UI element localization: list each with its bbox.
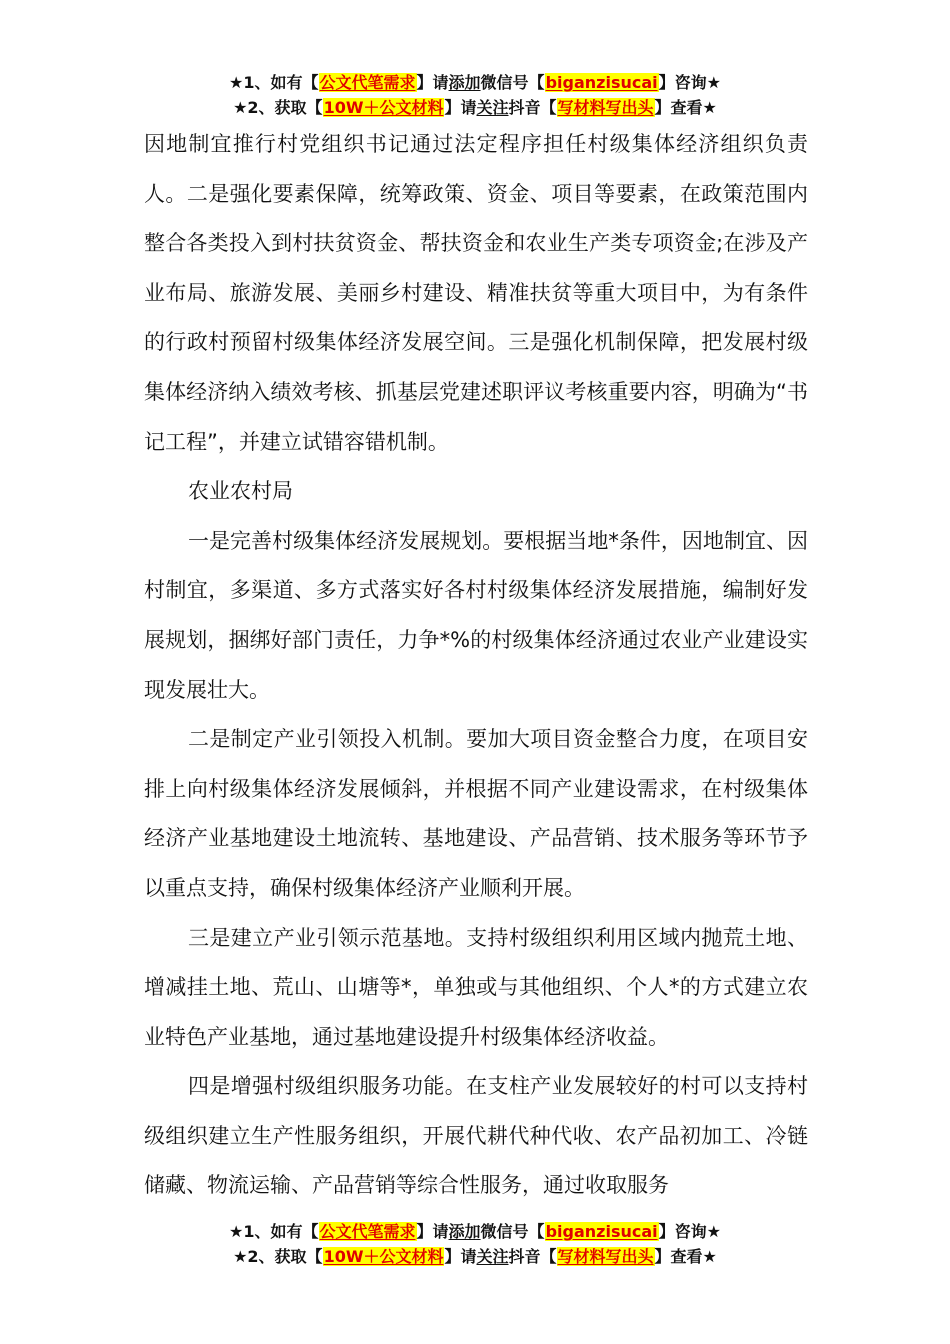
body-paragraph: 一是完善村级集体经济发展规划。要根据当地*条件，因地制宜、因村制宜，多渠道、多方式落实好各村村级集体经济发展措施，编制好发展规划，捆绑好部门责任，力争*%的村级集体经济通过农业产业建设实现发展壮大。: [144, 528, 808, 702]
header-promo-line-2: [0, 95, 950, 120]
document-body: [144, 120, 808, 1211]
promo-text: ★1、如有【: [229, 1222, 319, 1241]
promo-text: 微信号【: [480, 1222, 545, 1241]
promo-text: ★2、获取【: [233, 1247, 323, 1266]
footer-promo-banner: [0, 1219, 950, 1269]
promo-underlined-word: 关注: [476, 1247, 509, 1266]
promo-text: 】查看★: [654, 1247, 717, 1266]
promo-text: 抖音【: [508, 98, 557, 117]
promo-highlight-materials: 10W＋公文材料: [323, 1247, 444, 1266]
footer-promo-line-2: [0, 1244, 950, 1269]
promo-text: ★1、如有【: [229, 73, 319, 92]
promo-highlight-materials: 10W＋公文材料: [323, 98, 444, 117]
promo-highlight-service: 公文代笔需求: [319, 1222, 416, 1241]
footer-promo-line-1: [0, 1219, 950, 1244]
promo-text: 】请: [444, 1247, 477, 1266]
section-heading: 农业农村局: [188, 479, 293, 504]
promo-text: 】咨询★: [658, 1222, 721, 1241]
body-paragraph: 三是建立产业引领示范基地。支持村级组织利用区域内抛荒土地、增减挂土地、荒山、山塘等*，单独或与其他组织、个人*的方式建立农业特色产业基地，通过基地建设提升村级集体经济收益。: [144, 925, 808, 1049]
promo-text: 】请: [444, 98, 477, 117]
promo-highlight-douyin-account: 写材料写出头: [557, 1247, 654, 1266]
promo-highlight-wechat-id: biganzisucai: [545, 73, 658, 92]
promo-underlined-word: 添加: [448, 1222, 481, 1241]
promo-underlined-word: 添加: [448, 73, 481, 92]
header-promo-banner: [0, 70, 950, 120]
promo-highlight-douyin-account: 写材料写出头: [557, 98, 654, 117]
promo-text: 】请: [416, 1222, 449, 1241]
body-paragraph: 因地制宜推行村党组织书记通过法定程序担任村级集体经济组织负责人。二是强化要素保障，统筹政策、资金、项目等要素，在政策范围内整合各类投入到村扶贫资金、帮扶资金和农业生产类专项资金;在涉及产业布局、旅游发展、美丽乡村建设、精准扶贫等重大项目中，为有条件的行政村预留村级集体经济发展空间。三是强化机制保障，把发展村级集体经济纳入绩效考核、抓基层党建述职评议考核重要内容，明确为“书记工程”，并建立试错容错机制。: [144, 132, 808, 454]
promo-highlight-service: 公文代笔需求: [319, 73, 416, 92]
promo-highlight-wechat-id: biganzisucai: [545, 1222, 658, 1241]
promo-text: ★2、获取【: [233, 98, 323, 117]
header-promo-line-1: [0, 70, 950, 95]
promo-text: 】请: [416, 73, 449, 92]
promo-underlined-word: 关注: [476, 98, 509, 117]
body-paragraph: 二是制定产业引领投入机制。要加大项目资金整合力度，在项目安排上向村级集体经济发展倾斜，并根据不同产业建设需求，在村级集体经济产业基地建设土地流转、基地建设、产品营销、技术服务等环节予以重点支持，确保村级集体经济产业顺利开展。: [144, 727, 808, 900]
promo-text: 抖音【: [508, 1247, 557, 1266]
promo-text: 】咨询★: [658, 73, 721, 92]
body-paragraph: 四是增强村级组织服务功能。在支柱产业发展较好的村可以支持村级组织建立生产性服务组织，开展代耕代种代收、农产品初加工、冷链储藏、物流运输、产品营销等综合性服务，通过收取服务: [144, 1074, 808, 1198]
promo-text: 】查看★: [654, 98, 717, 117]
promo-text: 微信号【: [480, 73, 545, 92]
